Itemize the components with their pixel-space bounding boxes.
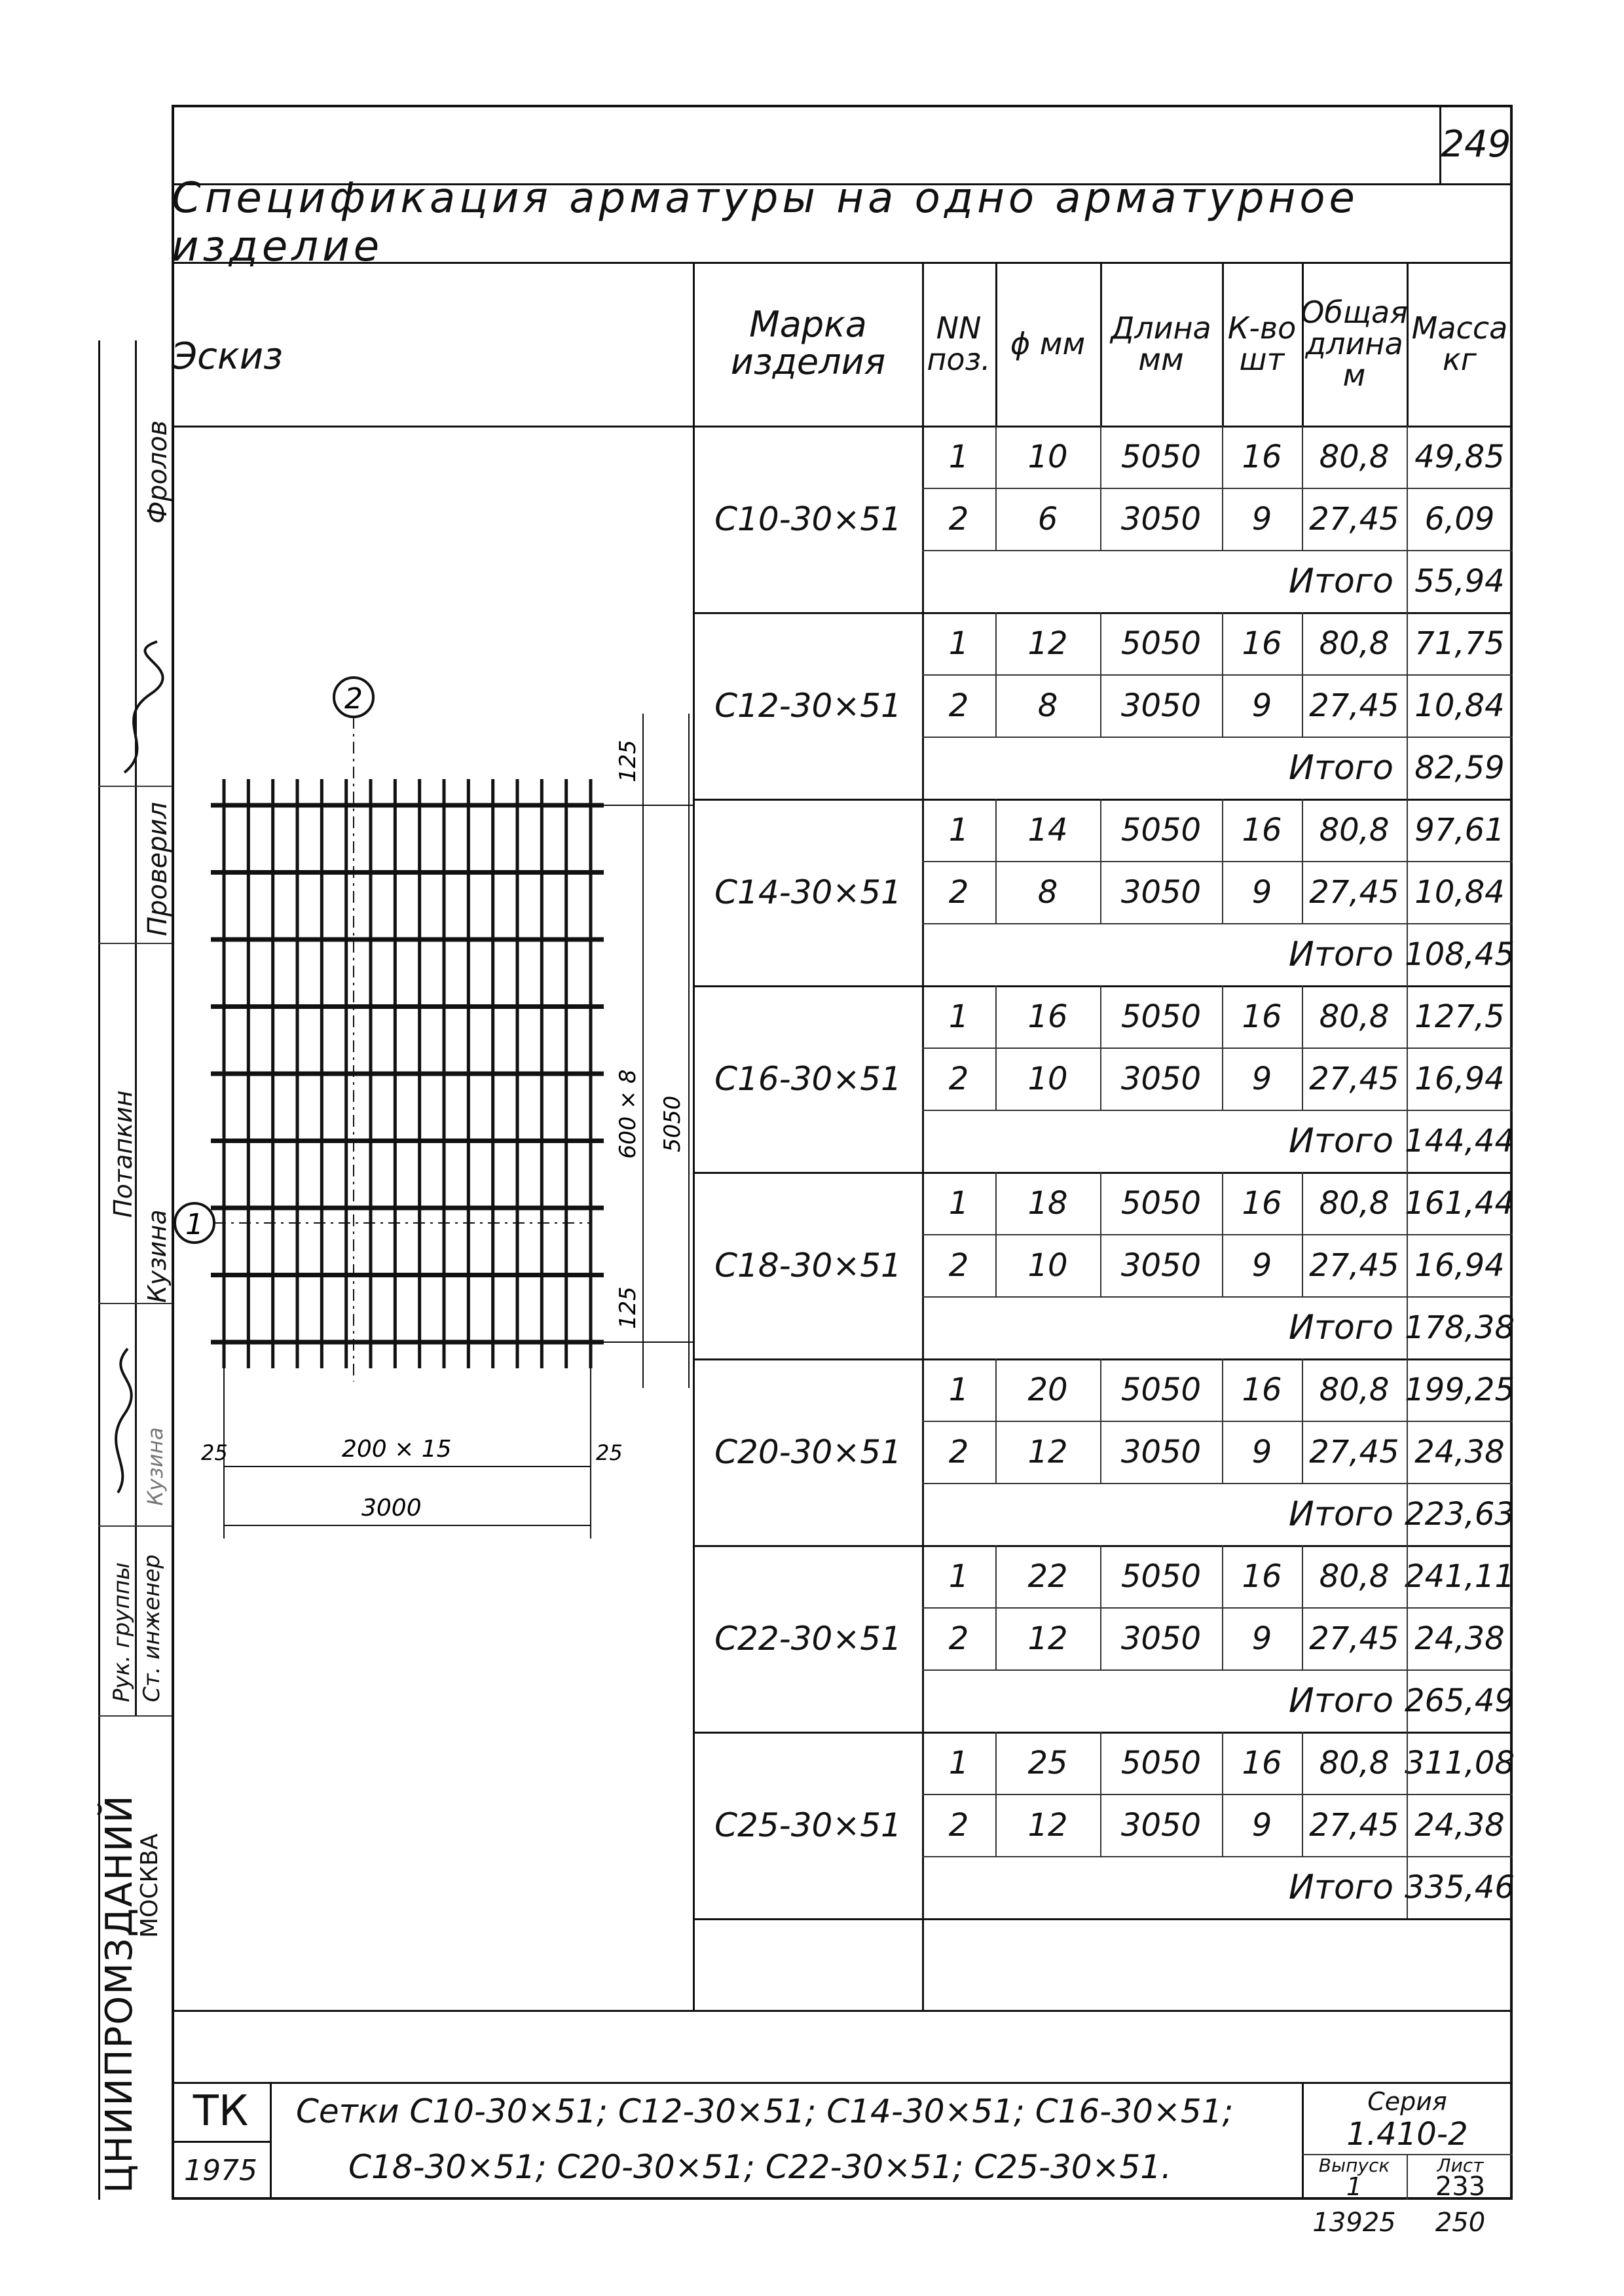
cell-pos: 2 bbox=[948, 687, 969, 724]
cell-length: 5050 bbox=[1120, 625, 1202, 662]
dim-edge-right: 25 bbox=[596, 1440, 623, 1465]
cell-pos: 2 bbox=[948, 500, 969, 538]
cell-mass: 311,08 bbox=[1405, 1744, 1515, 1781]
dim-pitch-h: 200 × 15 bbox=[342, 1436, 452, 1463]
cell-length: 3050 bbox=[1120, 1806, 1202, 1844]
side-divider bbox=[98, 786, 172, 787]
col-line bbox=[1100, 799, 1101, 923]
col-line bbox=[1100, 262, 1102, 426]
cell-total-length: 27,45 bbox=[1309, 500, 1399, 538]
header-mark: Марка изделия bbox=[730, 304, 886, 382]
cell-mass: 16,94 bbox=[1414, 1247, 1505, 1284]
cell-pos: 1 bbox=[948, 1184, 969, 1222]
cell-dia: 20 bbox=[1027, 1371, 1068, 1408]
row-line bbox=[172, 2010, 1513, 2012]
cell-count: 16 bbox=[1242, 1371, 1282, 1408]
col-line bbox=[1100, 612, 1101, 737]
cell-pos: 1 bbox=[948, 1558, 969, 1595]
cell-count: 9 bbox=[1251, 1247, 1272, 1284]
cell-length: 3050 bbox=[1120, 1433, 1202, 1470]
cell-count: 9 bbox=[1251, 1620, 1272, 1657]
cell-dia: 12 bbox=[1027, 1620, 1068, 1657]
col-line bbox=[995, 1545, 997, 1669]
cell-length: 3050 bbox=[1120, 1247, 1202, 1284]
cell-total-length: 27,45 bbox=[1309, 873, 1399, 911]
cell-count: 9 bbox=[1251, 1060, 1272, 1097]
cell-total-length: 27,45 bbox=[1309, 1060, 1399, 1097]
product-mark: С12-30×51 bbox=[714, 686, 902, 725]
cell-mass: 10,84 bbox=[1414, 687, 1505, 724]
cell-mass: 24,38 bbox=[1414, 1620, 1505, 1657]
footer-title-line-2: С18-30×51; С20-30×51; С22-30×51; С25-30×51. bbox=[348, 2148, 1172, 2186]
dim-edge-left: 25 bbox=[201, 1440, 228, 1465]
cell-length: 5050 bbox=[1120, 1744, 1202, 1781]
cell-length: 3050 bbox=[1120, 687, 1202, 724]
callout-2: 2 bbox=[344, 682, 363, 716]
cell-count: 9 bbox=[1251, 687, 1272, 724]
product-total-mass: 335,46 bbox=[1405, 1868, 1515, 1906]
page-number: 249 bbox=[1441, 122, 1511, 166]
col-line bbox=[1407, 1732, 1408, 1856]
cell-count: 16 bbox=[1242, 1744, 1282, 1781]
cell-mass: 24,38 bbox=[1414, 1806, 1505, 1844]
col-line bbox=[995, 262, 997, 426]
col-line bbox=[995, 1358, 997, 1483]
footer-year: 1975 bbox=[184, 2153, 257, 2187]
cell-pos: 2 bbox=[948, 1806, 969, 1844]
col-line bbox=[1302, 799, 1303, 923]
side-divider bbox=[98, 1303, 172, 1304]
itogo-label: Итого bbox=[1288, 748, 1393, 788]
header-sketch: Эскиз bbox=[172, 335, 283, 378]
product-total-mass: 108,45 bbox=[1405, 936, 1515, 973]
col-line bbox=[995, 799, 997, 923]
product-total-mass: 223,63 bbox=[1405, 1495, 1515, 1533]
col-line bbox=[1222, 612, 1223, 737]
col-line bbox=[1407, 426, 1408, 550]
col-line bbox=[1407, 799, 1408, 923]
spec-title: Спецификация арматуры на одно арматурное изделие bbox=[172, 174, 1359, 271]
product-total-mass: 178,38 bbox=[1405, 1309, 1515, 1346]
col-line bbox=[1407, 1545, 1408, 1669]
cell-total-length: 80,8 bbox=[1319, 1371, 1390, 1408]
cell-dia: 8 bbox=[1037, 687, 1058, 724]
side-city: МОСКВА bbox=[136, 1833, 163, 1938]
cell-length: 5050 bbox=[1120, 1184, 1202, 1222]
cell-length: 3050 bbox=[1120, 873, 1202, 911]
cell-length: 5050 bbox=[1120, 1558, 1202, 1595]
under-number-left: 13925 bbox=[1312, 2208, 1396, 2238]
cell-mass: 71,75 bbox=[1414, 625, 1505, 662]
cell-pos: 2 bbox=[948, 1433, 969, 1470]
itogo-label: Итого bbox=[1288, 1494, 1393, 1534]
signature-2 bbox=[98, 1336, 138, 1506]
col-line bbox=[1407, 985, 1408, 1110]
col-line bbox=[1222, 1172, 1223, 1296]
product-mark: С10-30×51 bbox=[714, 500, 902, 538]
side-divider bbox=[98, 1525, 172, 1527]
cell-dia: 12 bbox=[1027, 1433, 1068, 1470]
col-line bbox=[1222, 799, 1223, 923]
cell-total-length: 80,8 bbox=[1319, 625, 1390, 662]
cell-dia: 22 bbox=[1027, 1558, 1068, 1595]
cell-length: 3050 bbox=[1120, 500, 1202, 538]
col-line bbox=[1100, 1172, 1101, 1296]
col-line bbox=[1407, 1358, 1408, 1483]
series-value: 1.410-2 bbox=[1346, 2116, 1468, 2153]
cell-count: 9 bbox=[1251, 500, 1272, 538]
col-line bbox=[1100, 426, 1101, 550]
side-org: ЦНИИПРОМЗДАНИЙ bbox=[98, 1794, 141, 2193]
cell-pos: 1 bbox=[948, 438, 969, 475]
side-checked: Проверил bbox=[143, 801, 173, 936]
product-mark: С25-30×51 bbox=[714, 1806, 902, 1844]
side-potapkin: Потапкин bbox=[109, 1090, 138, 1218]
col-line bbox=[1302, 985, 1303, 1110]
header-count: К-во шт bbox=[1227, 310, 1297, 377]
side-senior-eng: Ст. инженер bbox=[139, 1554, 165, 1702]
issue-value: 1 bbox=[1346, 2172, 1363, 2201]
side-frolov: Фролов bbox=[143, 420, 173, 524]
footer-code: ТК bbox=[193, 2087, 249, 2136]
col-line bbox=[1407, 262, 1409, 426]
col-line bbox=[1222, 985, 1223, 1110]
col-line bbox=[1302, 1545, 1303, 1669]
col-line bbox=[995, 1172, 997, 1296]
header-length: Длина мм bbox=[1111, 310, 1211, 377]
col-line bbox=[1302, 1172, 1303, 1296]
cell-mass: 97,61 bbox=[1414, 811, 1505, 848]
cell-length: 3050 bbox=[1120, 1060, 1202, 1097]
cell-pos: 2 bbox=[948, 1620, 969, 1657]
cell-pos: 2 bbox=[948, 1247, 969, 1284]
col-line bbox=[1100, 1358, 1101, 1483]
cell-dia: 16 bbox=[1027, 998, 1068, 1035]
product-total-mass: 82,59 bbox=[1414, 749, 1505, 786]
side-divider bbox=[98, 943, 172, 944]
cell-count: 16 bbox=[1242, 1184, 1282, 1222]
col-line bbox=[1302, 1358, 1303, 1483]
col-line bbox=[1222, 426, 1223, 550]
footer-title-line-1: Сетки С10-30×51; С12-30×51; С14-30×51; С16-30×51; bbox=[296, 2092, 1234, 2130]
itogo-label: Итого bbox=[1288, 561, 1393, 601]
sheet-value: 233 bbox=[1435, 2172, 1486, 2202]
cell-mass: 49,85 bbox=[1414, 438, 1505, 475]
header-pos: NN поз. bbox=[927, 310, 991, 377]
cell-pos: 1 bbox=[948, 625, 969, 662]
cell-length: 3050 bbox=[1120, 1620, 1202, 1657]
cell-mass: 161,44 bbox=[1405, 1184, 1515, 1222]
cell-dia: 18 bbox=[1027, 1184, 1068, 1222]
header-dia: ϕ мм bbox=[1010, 325, 1086, 361]
cell-pos: 1 bbox=[948, 1744, 969, 1781]
col-line bbox=[1302, 1732, 1303, 1856]
cell-total-length: 27,45 bbox=[1309, 1806, 1399, 1844]
product-mark: С16-30×51 bbox=[714, 1059, 902, 1098]
side-kuzina: Кузина bbox=[143, 1209, 172, 1303]
cell-dia: 25 bbox=[1027, 1744, 1068, 1781]
cell-pos: 2 bbox=[948, 873, 969, 911]
col-line bbox=[1302, 426, 1303, 550]
cell-pos: 1 bbox=[948, 811, 969, 848]
product-mark: С20-30×51 bbox=[714, 1432, 902, 1471]
issue-label: Выпуск bbox=[1318, 2154, 1390, 2176]
cell-length: 5050 bbox=[1120, 998, 1202, 1035]
cell-dia: 6 bbox=[1037, 500, 1058, 538]
product-total-mass: 265,49 bbox=[1405, 1682, 1515, 1719]
cell-dia: 8 bbox=[1037, 873, 1058, 911]
cell-total-length: 27,45 bbox=[1309, 1620, 1399, 1657]
cell-total-length: 80,8 bbox=[1319, 998, 1390, 1035]
itogo-label: Итого bbox=[1288, 1307, 1393, 1347]
cell-count: 16 bbox=[1242, 438, 1282, 475]
col-line bbox=[1407, 1172, 1408, 1296]
col-line bbox=[995, 426, 997, 550]
mesh-sketch bbox=[172, 426, 693, 1591]
dim-bottom: 125 bbox=[615, 1286, 641, 1329]
col-line bbox=[922, 262, 924, 426]
itogo-label: Итого bbox=[1288, 1121, 1393, 1161]
col-line bbox=[995, 1732, 997, 1856]
col-line bbox=[995, 612, 997, 737]
cell-pos: 1 bbox=[948, 1371, 969, 1408]
col-line bbox=[1100, 985, 1101, 1110]
cell-dia: 10 bbox=[1027, 1247, 1068, 1284]
cell-pos: 1 bbox=[948, 998, 969, 1035]
dim-height: 5050 bbox=[659, 1095, 686, 1152]
side-divider bbox=[98, 1715, 172, 1717]
itogo-label: Итого bbox=[1288, 1867, 1393, 1907]
product-total-mass: 55,94 bbox=[1414, 562, 1505, 600]
col-line bbox=[1222, 1358, 1223, 1483]
cell-pos: 2 bbox=[948, 1060, 969, 1097]
cell-total-length: 80,8 bbox=[1319, 811, 1390, 848]
signature-1 bbox=[98, 629, 172, 786]
col-line bbox=[1100, 1732, 1101, 1856]
col-line bbox=[1302, 612, 1303, 737]
col-line bbox=[1222, 262, 1224, 426]
side-group-head: Рук. группы bbox=[109, 1562, 135, 1702]
cell-mass: 16,94 bbox=[1414, 1060, 1505, 1097]
col-line bbox=[1407, 612, 1408, 737]
cell-dia: 10 bbox=[1027, 438, 1068, 475]
cell-length: 5050 bbox=[1120, 811, 1202, 848]
row-line bbox=[693, 1918, 1513, 1920]
cell-count: 9 bbox=[1251, 873, 1272, 911]
cell-mass: 199,25 bbox=[1405, 1371, 1515, 1408]
cell-mass: 241,11 bbox=[1405, 1558, 1515, 1595]
cell-total-length: 80,8 bbox=[1319, 1744, 1390, 1781]
dim-pitch-v: 600 × 8 bbox=[615, 1069, 641, 1159]
cell-count: 16 bbox=[1242, 625, 1282, 662]
cell-length: 5050 bbox=[1120, 1371, 1202, 1408]
cell-dia: 10 bbox=[1027, 1060, 1068, 1097]
cell-total-length: 80,8 bbox=[1319, 438, 1390, 475]
cell-dia: 12 bbox=[1027, 1806, 1068, 1844]
sheet-label: Лист bbox=[1437, 2154, 1484, 2176]
header-mass: Масса кг bbox=[1411, 310, 1508, 377]
callout-1: 1 bbox=[185, 1208, 204, 1241]
itogo-label: Итого bbox=[1288, 934, 1393, 974]
dim-top: 125 bbox=[615, 740, 641, 782]
cell-mass: 10,84 bbox=[1414, 873, 1505, 911]
col-line bbox=[1222, 1545, 1223, 1669]
col-line bbox=[1100, 1545, 1101, 1669]
cell-mass: 6,09 bbox=[1424, 500, 1495, 538]
col-line bbox=[1302, 262, 1304, 426]
cell-total-length: 27,45 bbox=[1309, 1247, 1399, 1284]
cell-length: 5050 bbox=[1120, 438, 1202, 475]
cell-dia: 14 bbox=[1027, 811, 1068, 848]
cell-mass: 127,5 bbox=[1414, 998, 1505, 1035]
side-strip-line bbox=[135, 340, 137, 1715]
col-line bbox=[1222, 1732, 1223, 1856]
cell-count: 16 bbox=[1242, 1558, 1282, 1595]
cell-total-length: 80,8 bbox=[1319, 1184, 1390, 1222]
cell-dia: 12 bbox=[1027, 625, 1068, 662]
cell-total-length: 80,8 bbox=[1319, 1558, 1390, 1595]
cell-total-length: 27,45 bbox=[1309, 1433, 1399, 1470]
dim-width: 3000 bbox=[361, 1495, 422, 1522]
side-kuzina-2: Кузина bbox=[143, 1427, 168, 1506]
cell-count: 16 bbox=[1242, 998, 1282, 1035]
cell-count: 9 bbox=[1251, 1806, 1272, 1844]
col-line bbox=[995, 985, 997, 1110]
header-total-length: Общая длина м bbox=[1301, 294, 1408, 393]
itogo-label: Итого bbox=[1288, 1681, 1393, 1721]
product-total-mass: 144,44 bbox=[1405, 1122, 1515, 1159]
product-mark: С14-30×51 bbox=[714, 873, 902, 911]
product-mark: С22-30×51 bbox=[714, 1619, 902, 1658]
series-label: Серия bbox=[1367, 2087, 1447, 2116]
under-number-right: 250 bbox=[1435, 2208, 1486, 2238]
product-mark: С18-30×51 bbox=[714, 1246, 902, 1285]
cell-mass: 24,38 bbox=[1414, 1433, 1505, 1470]
cell-count: 9 bbox=[1251, 1433, 1272, 1470]
cell-total-length: 27,45 bbox=[1309, 687, 1399, 724]
cell-count: 16 bbox=[1242, 811, 1282, 848]
